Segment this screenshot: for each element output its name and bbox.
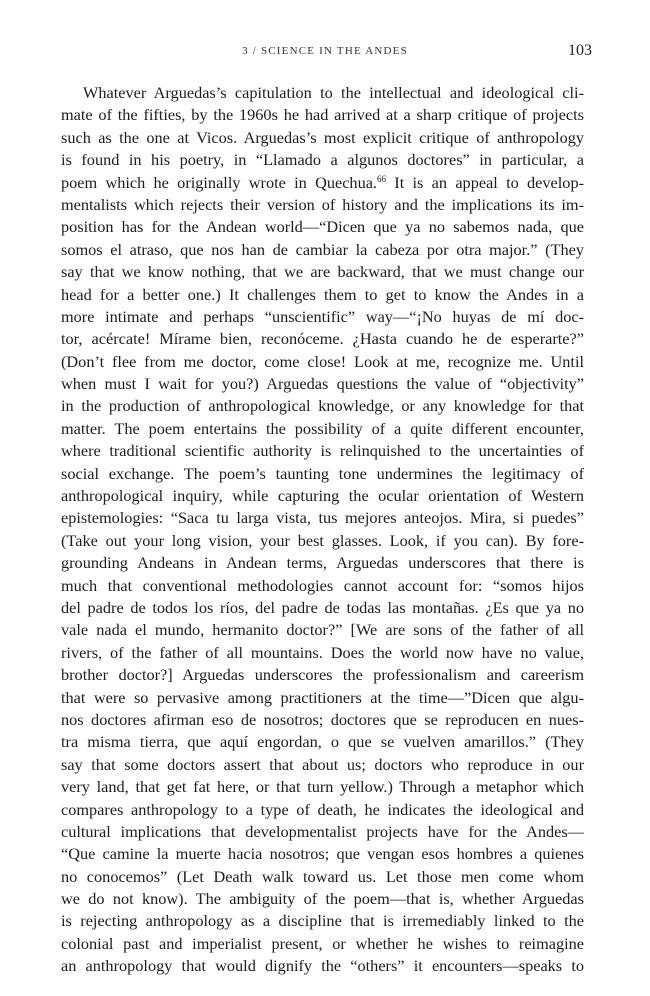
- text-line: vale nada el mundo, hermanito doctor?” [We are sons of the father of all: [61, 620, 584, 640]
- text-line: matter. The poem entertains the possibility of a quite different encounter,: [61, 418, 584, 438]
- text-line: when must I wait for you?) Arguedas questions the value of “objectivity”: [61, 374, 584, 394]
- text-line: (Take out your long vision, your best glasses. Look, if you can). By fore-: [61, 530, 584, 550]
- text-line-with-footnote: [61, 172, 584, 194]
- text-line: head for a better one.) It challenges them to get to know the Andes in a: [61, 284, 584, 304]
- text-line: more intimate and perhaps “unscientific” way—“¡No huyas de mí doc-: [61, 306, 584, 326]
- text-line: where traditional scientific authority is relinquished to the uncertainties of: [61, 441, 584, 461]
- text-line: no conocemos” (Let Death walk toward us. Let those men come whom: [61, 866, 584, 886]
- text-line: such as the one at Vicos. Arguedas’s most explicit critique of anthropology: [61, 127, 584, 147]
- text-line: anthropological inquiry, while capturing the ocular orientation of Western: [61, 486, 584, 506]
- text-line: tra misma tierra, que aquí engordan, o que se vuelven amarillos.” (They: [61, 732, 584, 752]
- body-paragraph: [61, 82, 584, 978]
- text-line: somos el atraso, que nos han de cambiar la cabeza por otra major.” (They: [61, 239, 584, 259]
- text-fragment: It is an appeal to develop-: [386, 172, 584, 192]
- text-line: is found in his poetry, in “Llamado a algunos doctores” in particular, a: [61, 150, 584, 170]
- text-line: grounding Andeans in Andean terms, Arguedas underscores that there is: [61, 553, 584, 573]
- running-head: [0, 42, 650, 62]
- text-line: much that conventional methodologies cannot account for: “somos hijos: [61, 575, 584, 595]
- text-line: very land, that get fat here, or that turn yellow.) Through a metaphor which: [61, 777, 584, 797]
- text-fragment: poem which he originally wrote in Quechua.: [61, 172, 378, 192]
- text-line: mate of the fifties, by the 1960s he had arrived at a sharp critique of projects: [61, 105, 584, 125]
- text-line: an anthropology that would dignify the “others” it encounters—speaks to: [61, 956, 584, 976]
- text-line: brother doctor?] Arguedas underscores the professionalism and careerism: [61, 665, 584, 685]
- page-number: 103: [568, 42, 592, 59]
- text-line: colonial past and imperialist present, or whether he wishes to reimagine: [61, 933, 584, 953]
- text-line: compares anthropology to a type of death, he indicates the ideological and: [61, 799, 584, 819]
- footnote-marker: 66: [377, 173, 387, 184]
- text-line: epistemologies: “Saca tu larga vista, tus mejores anteojos. Mira, si puedes”: [61, 508, 584, 528]
- text-line: rivers, of the father of all mountains. Does the world now have no value,: [61, 642, 584, 662]
- text-line: mentalists which rejects their version of history and the implications its im-: [61, 194, 584, 214]
- text-line: that were so pervasive among practitioners at the time—”Dicen que algu-: [61, 687, 584, 707]
- chapter-title: 3 / SCIENCE IN THE ANDES: [242, 45, 408, 57]
- text-line: position has for the Andean world—“Dicen que ya no sabemos nada, que: [61, 217, 584, 237]
- text-line: Whatever Arguedas’s capitulation to the intellectual and ideological cli-: [83, 83, 584, 102]
- text-line: “Que camine la muerte hacia nosotros; que vengan esos hombres a quienes: [61, 844, 584, 864]
- text-line: say that we know nothing, that we are backward, that we must change our: [61, 262, 584, 282]
- text-line: nos doctores afirman eso de nosotros; doctores que se reproducen en nues-: [61, 709, 584, 729]
- text-line: is rejecting anthropology as a discipline that is irremediably linked to the: [61, 911, 584, 931]
- text-line: in the production of anthropological knowledge, or any knowledge for that: [61, 396, 584, 416]
- text-line: (Don’t flee from me doctor, come close! Look at me, recognize me. Until: [61, 351, 584, 371]
- text-line: say that some doctors assert that about us; doctors who reproduce in our: [61, 754, 584, 774]
- text-line: social exchange. The poem’s taunting tone undermines the legitimacy of: [61, 463, 584, 483]
- text-line: cultural implications that developmentalist projects have for the Andes—: [61, 821, 584, 841]
- text-line: del padre de todos los ríos, del padre de todas las montañas. ¿Es que ya no: [61, 597, 584, 617]
- text-line: tor, acércate! Mírame bien, reconóceme. ¿Hasta cuando he de esperarte?”: [61, 329, 584, 349]
- text-line: we do not know). The ambiguity of the poem—that is, whether Arguedas: [61, 889, 584, 909]
